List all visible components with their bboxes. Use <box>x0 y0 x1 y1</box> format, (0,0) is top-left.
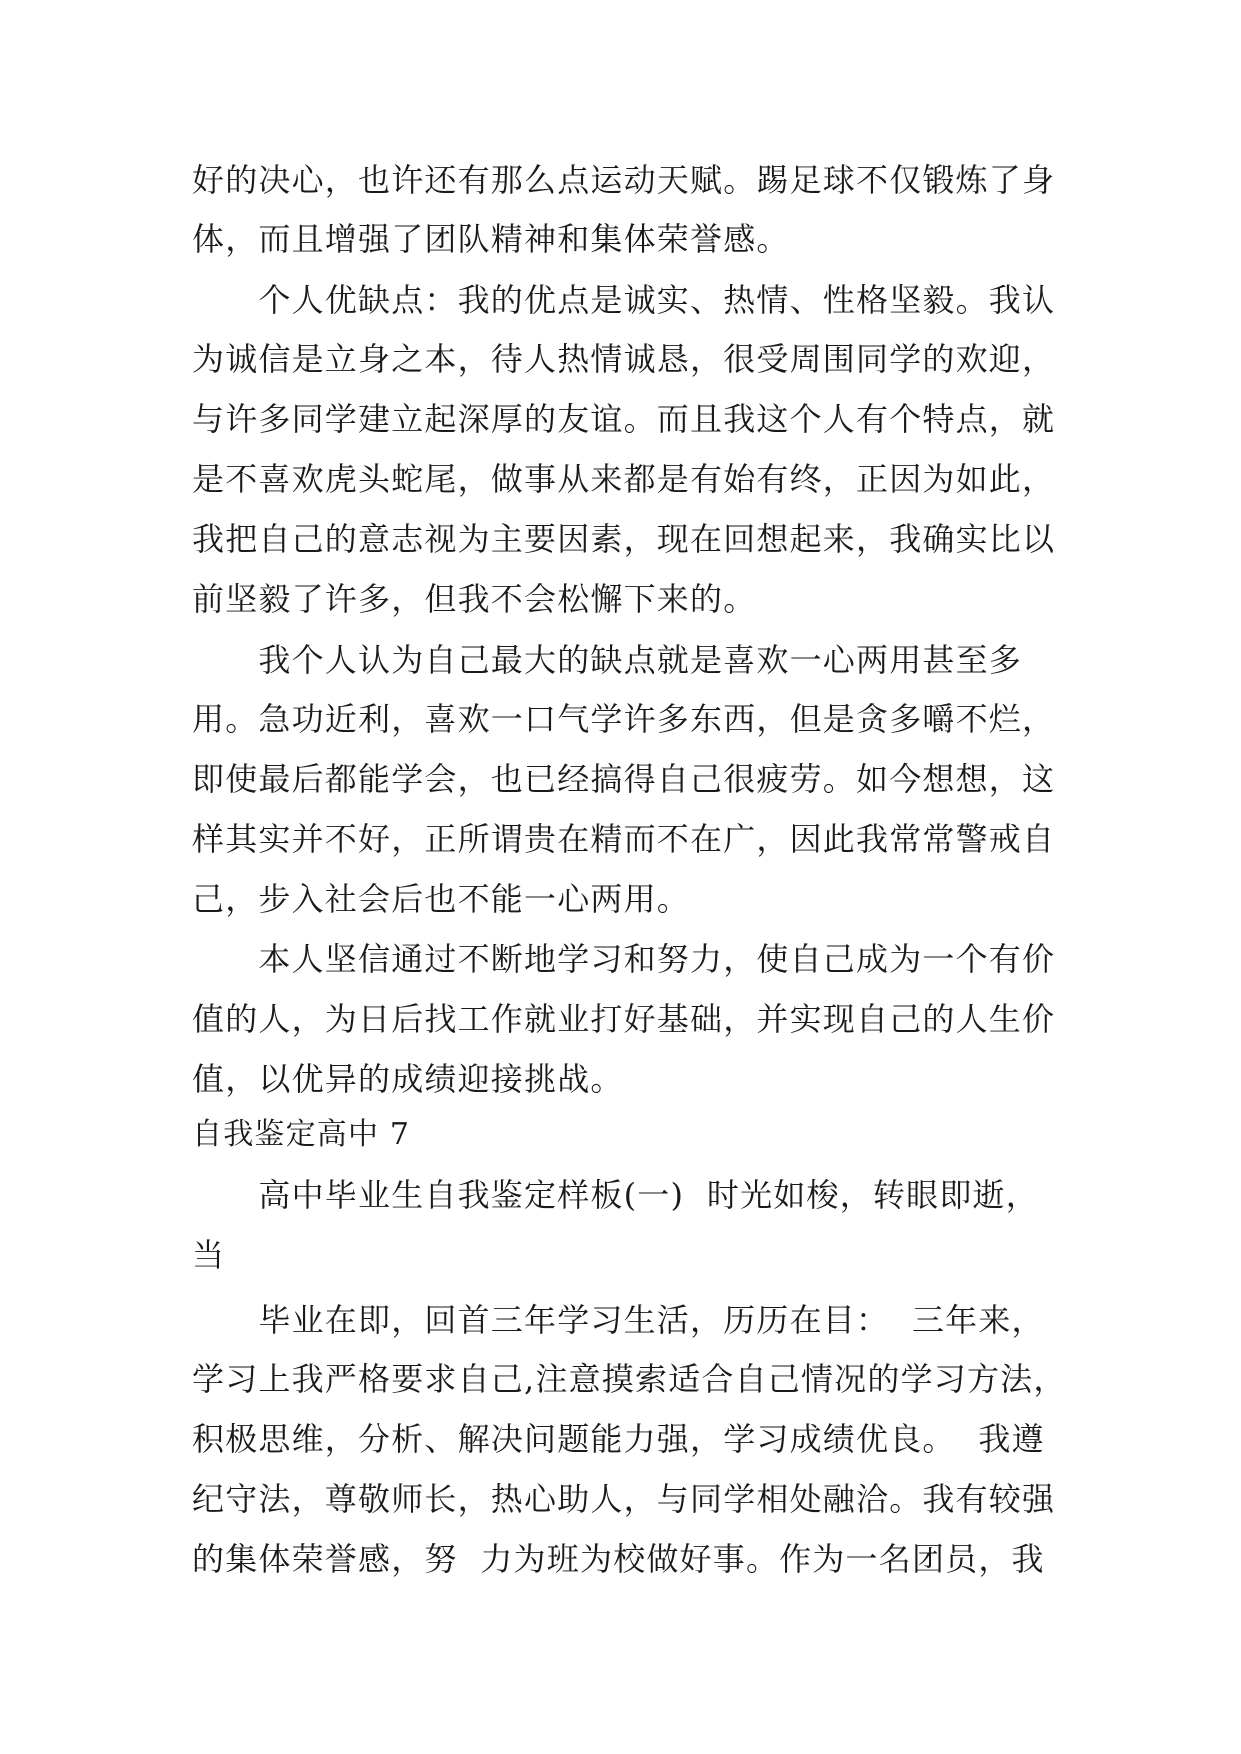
text-line: 我把自己的意志视为主要因素，现在回想起来，我确实比以 <box>192 520 1056 558</box>
text-line: 纪守法，尊敬师长，热心助人，与同学相处融洽。我有较强 <box>192 1480 1056 1518</box>
text-line: 积极思维，分析、解决问题能力强，学习成绩优良。 我遵 <box>192 1420 1045 1458</box>
text-line: 样其实并不好，正所谓贵在精而不在广，因此我常常警戒自 <box>192 820 1056 858</box>
text-line: 当 <box>192 1236 226 1274</box>
text-line: 与许多同学建立起深厚的友谊。而且我这个人有个特点，就 <box>192 400 1056 438</box>
text-line: 学习上我严格要求自己,注意摸索适合自己情况的学习方法， <box>192 1360 1067 1398</box>
text-line: 用。急功近利，喜欢一口气学许多东西，但是贪多嚼不烂， <box>192 700 1056 738</box>
text-line: 体，而且增强了团队精神和集体荣誉感。 <box>192 220 790 258</box>
text-line: 好的决心，也许还有那么点运动天赋。踢足球不仅锻炼了身 <box>192 161 1056 199</box>
text-line: 的集体荣誉感，努 力为班为校做好事。作为一名团员，我 <box>192 1540 1045 1578</box>
text-line: 己，步入社会后也不能一心两用。 <box>192 880 691 918</box>
text-line: 是不喜欢虎头蛇尾，做事从来都是有始有终，正因为如此， <box>192 460 1056 498</box>
text-line: 高中毕业生自我鉴定样板(一) 时光如梭，转眼即逝， <box>192 1176 1039 1214</box>
text-line: 本人坚信通过不断地学习和努力，使自己成为一个有价 <box>192 940 1056 978</box>
text-line: 值，以优异的成绩迎接挑战。 <box>192 1060 624 1098</box>
section-heading: 自我鉴定高中 7 <box>192 1117 411 1152</box>
text-line: 值的人，为日后找工作就业打好基础，并实现自己的人生价 <box>192 1000 1056 1038</box>
text-line: 即使最后都能学会，也已经搞得自己很疲劳。如今想想，这 <box>192 760 1056 798</box>
text-line: 毕业在即，回首三年学习生活，历历在目： 三年来， <box>192 1301 1045 1339</box>
text-line: 个人优缺点：我的优点是诚实、热情、性格坚毅。我认 <box>192 281 1056 319</box>
text-line: 我个人认为自己最大的缺点就是喜欢一心两用甚至多 <box>192 641 1023 679</box>
text-line: 前坚毅了许多，但我不会松懈下来的。 <box>192 580 757 618</box>
text-line: 为诚信是立身之本，待人热情诚恳，很受周围同学的欢迎， <box>192 340 1056 378</box>
